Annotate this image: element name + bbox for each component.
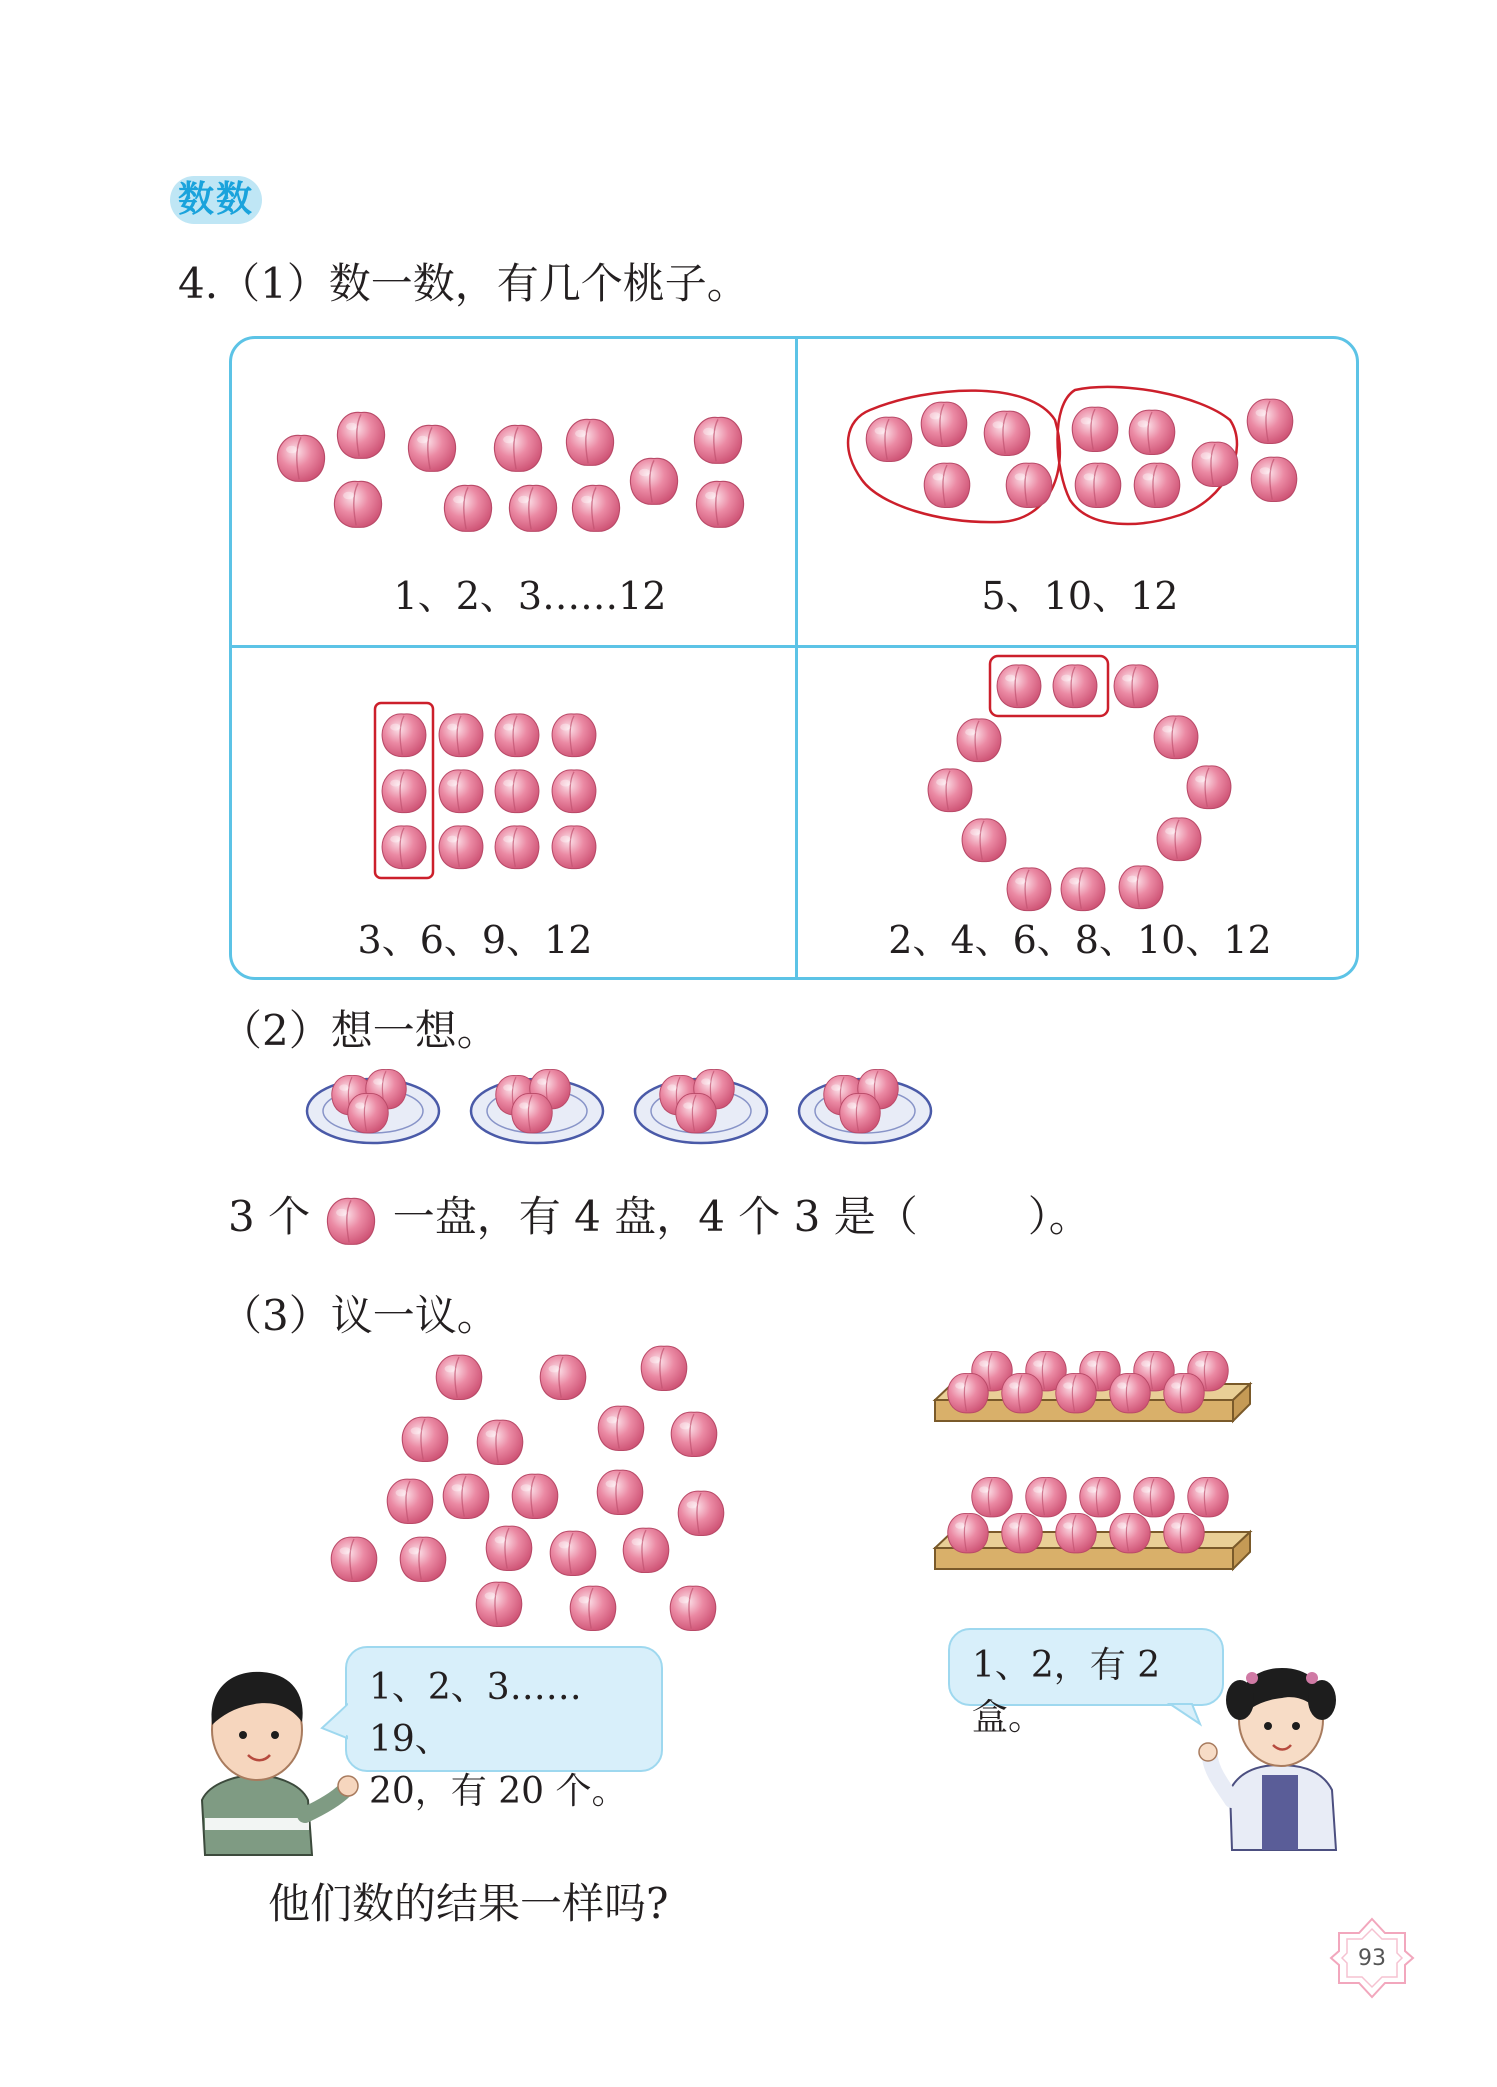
sentence-part-a: 3 个	[228, 1192, 311, 1241]
final-question: 他们数的结果一样吗?	[268, 1879, 669, 1928]
girl-speech-text: 1、2，有 2 盒。	[972, 1645, 1161, 1738]
cell-1-caption: 1、2、3……12	[393, 574, 667, 618]
boy-speech-line-1: 1、2、3……19、	[369, 1667, 582, 1760]
cell-3-caption: 3、6、9、12	[357, 918, 593, 962]
sentence-part-b: 一盘，有 4 盘，4 个 3 是（	[392, 1192, 918, 1241]
part2-label: （2）想一想。	[220, 1006, 499, 1055]
question-number: 4.	[178, 259, 219, 308]
page-number: 93	[1358, 1945, 1386, 1971]
sentence-part-c: ）。	[1027, 1192, 1091, 1241]
boy-speech-line-2: 20，有 20 个。	[369, 1771, 628, 1812]
part3-label: （3）议一议。	[220, 1291, 499, 1340]
cell-4-caption: 2、4、6、8、10、12	[888, 918, 1272, 962]
cell-2-caption: 5、10、12	[981, 574, 1179, 618]
section-tag: 数数	[170, 176, 262, 224]
part1-label: （1）数一数，有几个桃子。	[218, 259, 749, 308]
